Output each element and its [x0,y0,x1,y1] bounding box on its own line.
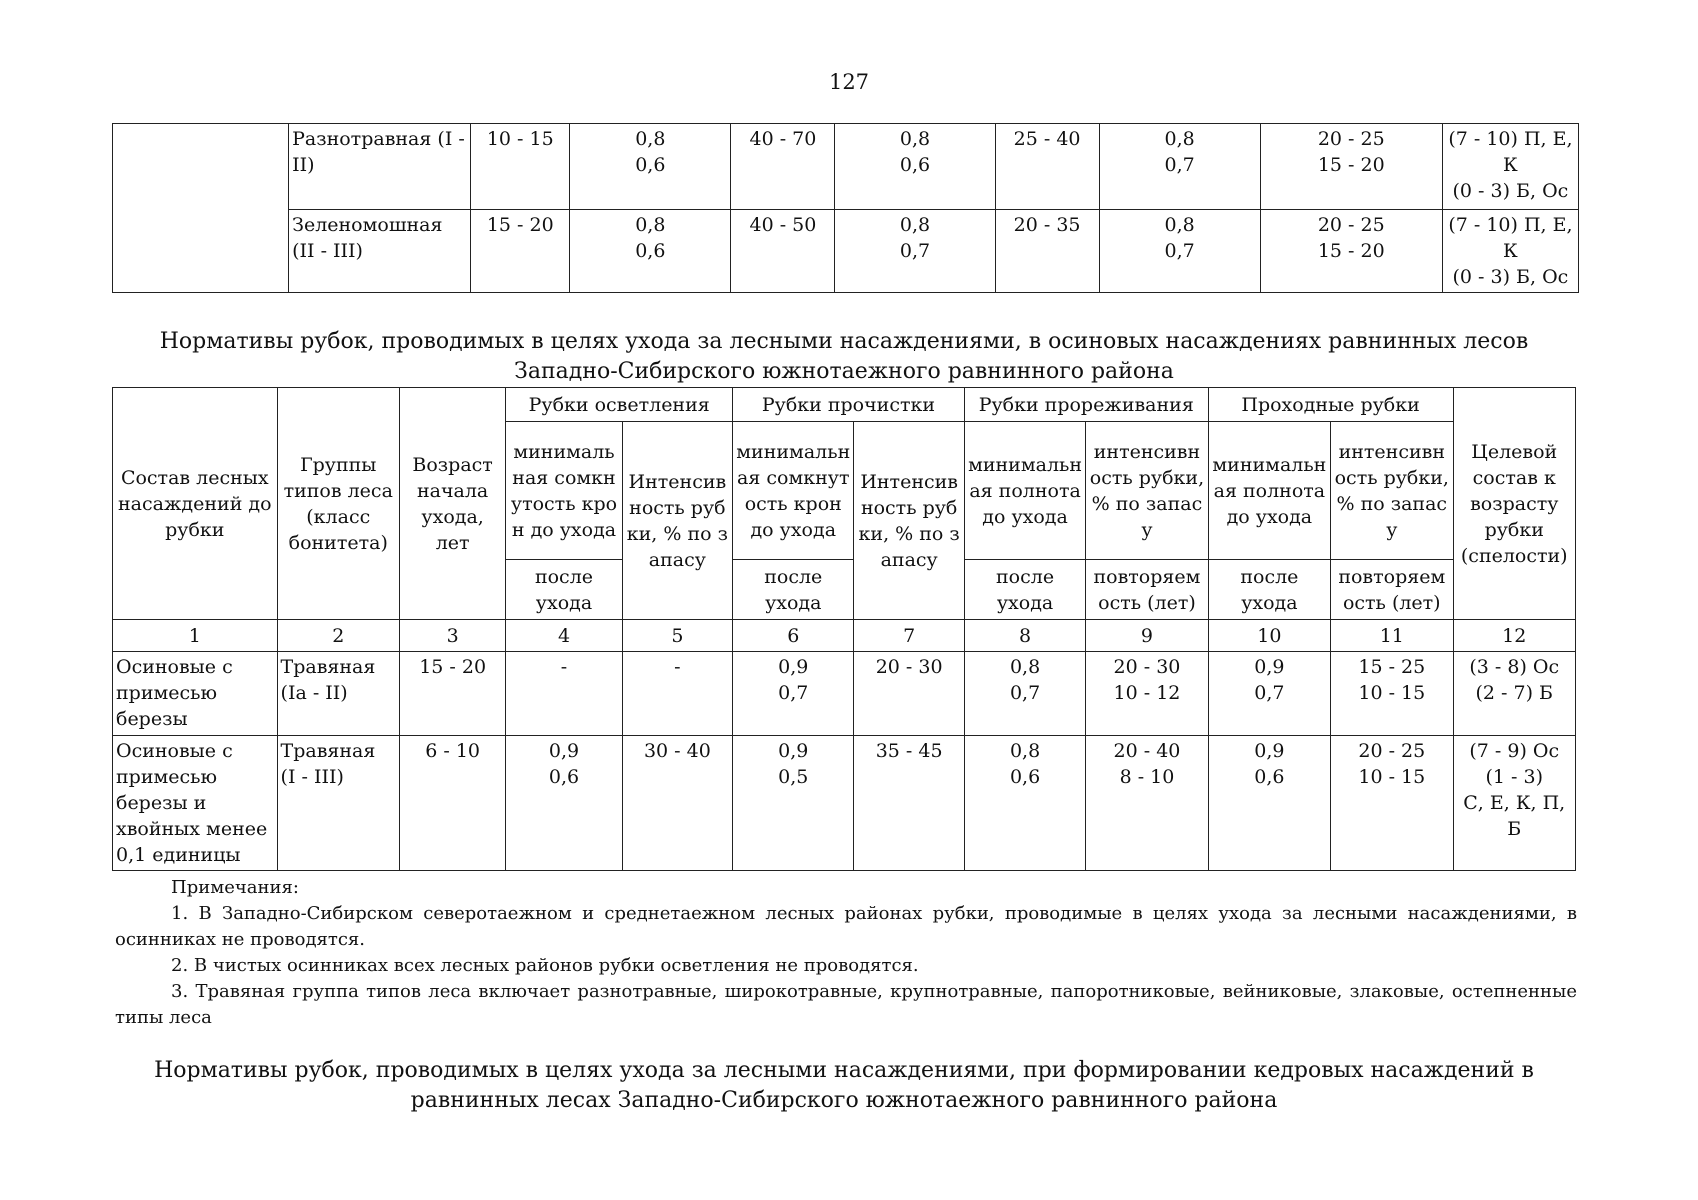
crown-density-cell [733,736,854,871]
intensity-cell [1086,736,1208,871]
header-after-care: после ухода [964,560,1085,620]
repeat-cell [1331,652,1453,736]
header-intensity: Интенсивность рубки, % по запасу [854,422,964,620]
header-composition: Состав лесных насаждений до рубки [113,388,278,620]
intensity-cell [1086,652,1208,736]
column-number: 7 [854,620,964,652]
header-after-care: после ухода [1208,560,1330,620]
header-min-crown-density: минимальная сомкнутость крон до ухода [506,422,622,560]
age-cell: 15 - 20 [471,210,570,293]
intensity-cell: 20 - 30 [854,652,964,736]
repeat-cell [1260,210,1442,293]
cell-line: 0,6 [899,154,931,176]
page-number: 127 [828,70,870,94]
cell-line: (7 - 10) П, Е, [1448,214,1573,236]
cell-line: 20 - 40 [1113,740,1181,762]
density-cell [835,210,995,293]
table-caption-cedar [112,1056,1576,1116]
intensity-cell: 35 - 45 [854,736,964,871]
column-number: 10 [1208,620,1330,652]
target-composition-cell [1442,210,1578,293]
header-passing-cuts: Проходные рубки [1208,388,1453,422]
age-cell: 6 - 10 [399,736,505,871]
cell-line: - [560,656,568,678]
density-cell [1208,652,1330,736]
header-intensity-stock: интенсивность рубки, % по запасу [1086,422,1208,560]
header-after-care: после ухода [733,560,854,620]
notes-title: Примечания: [171,877,299,898]
density-cell [570,124,731,210]
target-composition-cell [1442,124,1578,210]
cell-line: 0,6 [635,154,666,176]
cell-line: 0,8 [635,128,666,150]
header-intensity-stock: интенсивность рубки, % по запасу [1331,422,1453,560]
target-composition-cell [1453,736,1576,871]
table-row [113,210,1579,293]
cell-line: 0,9 [778,740,809,762]
composition-cell: Осиновые с примесью березы и хвойных менее 0,1 единицы [113,736,278,871]
cell-line: 0,7 [1009,682,1041,704]
aspen-thinning-table [112,387,1576,871]
header-clearing-cuts: Рубки осветления [506,388,733,422]
forest-group-cell: Разнотравная (I - II) [289,124,471,210]
intensity-cell: 25 - 40 [995,124,1099,210]
cell-line: 20 - 25 [1358,740,1426,762]
header-cleaning-cuts: Рубки прочистки [733,388,965,422]
cell-line: (1 - 3) [1485,766,1543,788]
density-cell [835,124,995,210]
age-cell: 15 - 20 [399,652,505,736]
cell-line: 0,7 [1254,682,1285,704]
cell-line: 10 - 15 [1358,682,1426,704]
density-cell [1099,124,1260,210]
column-number: 1 [113,620,278,652]
table-row [113,736,1576,871]
header-forest-groups: Группы типов леса (класс бонитета) [277,388,399,620]
column-number: 2 [277,620,399,652]
table-row [113,652,1576,736]
cell-line: 20 - 25 [1317,128,1385,150]
header-target-composition: Целевой состав к возрасту рубки (спелости) [1453,388,1576,620]
cell-line: Б [1507,818,1522,840]
cell-line: К [1503,240,1518,262]
cell-line: 0,8 [635,214,666,236]
caption-line: равнинных лесах Западно-Сибирского южнотаежного равнинного района [410,1088,1278,1113]
cell-line: (7 - 10) П, Е, [1448,128,1573,150]
cell-line: 20 - 30 [1113,656,1181,678]
composition-cell: Осиновые с примесью березы [113,652,278,736]
cell-line: 0,8 [1164,214,1195,236]
cell-line: 0,6 [1009,766,1041,788]
cell-line: 0,8 [1009,740,1041,762]
cell-line: (0 - 3) Б, Ос [1452,266,1569,288]
column-number: 6 [733,620,854,652]
table-caption-aspen [112,327,1576,387]
cell-line: 0,9 [778,656,809,678]
cell-line: 8 - 10 [1119,766,1175,788]
cell-line: 0,9 [1254,656,1285,678]
intensity-cell: 20 - 35 [995,210,1099,293]
repeat-cell [1260,124,1442,210]
age-cell: 10 - 15 [471,124,570,210]
cell-line: 0,8 [1009,656,1041,678]
caption-line: Нормативы рубок, проводимых в целях ухода за лесными насаждениями, при формировании кедровых насаждений в [154,1058,1534,1083]
note-item: 1. В Западно-Сибирском северотаежном и среднетаежном лесных районах рубки, проводимые в целях ухода за лесными насаждениями, в осинниках не проводятся. [115,903,1577,950]
cell-line: 0,7 [899,240,931,262]
header-min-density: минимальная полнота до ухода [964,422,1085,560]
column-number: 11 [1331,620,1453,652]
density-cell [1099,210,1260,293]
forest-group-cell: Травяная (Ia - II) [277,652,399,736]
empty-composition-cell [113,124,289,293]
cell-line: К [1503,154,1518,176]
crown-density-cell [733,652,854,736]
cell-line: 15 - 25 [1358,656,1426,678]
repeat-cell [1331,736,1453,871]
column-number: 8 [964,620,1085,652]
cell-line: 0,8 [899,214,931,236]
header-intensity: Интенсивность рубки, % по запасу [622,422,732,620]
cell-line: (7 - 9) Ос [1469,740,1560,762]
header-min-density: минимальная полнота до ухода [1208,422,1330,560]
cell-line: 0,5 [778,766,809,788]
cell-line: (2 - 7) Б [1475,682,1553,704]
crown-density-cell [506,736,622,871]
intensity-cell: 30 - 40 [622,736,732,871]
note-item: 2. В чистых осинниках всех лесных районов рубки осветления не проводятся. [171,955,919,976]
cell-line: (3 - 8) Ос [1469,656,1560,678]
header-after-care: после ухода [506,560,622,620]
cell-line: 0,7 [778,682,809,704]
header-repeat-years: повторяемость (лет) [1086,560,1208,620]
intensity-cell: 40 - 70 [731,124,835,210]
intensity-cell: - [622,652,732,736]
density-cell [570,210,731,293]
intensity-cell: 40 - 50 [731,210,835,293]
cell-line: 20 - 25 [1317,214,1385,236]
note-item: 3. Травяная группа типов леса включает разнотравные, широкотравные, крупнотравные, папоротниковые, вейниковые, злаковые, остепненные типы леса [115,981,1577,1028]
cell-line: 15 - 20 [1317,240,1385,262]
cell-line: 15 - 20 [1317,154,1385,176]
cell-line: 0,8 [899,128,931,150]
table-row [113,124,1579,210]
column-number: 4 [506,620,622,652]
cell-line: С, Е, К, П, [1463,792,1566,814]
cell-line: 0,8 [1164,128,1195,150]
cell-line: 0,6 [548,766,580,788]
target-composition-cell [1453,652,1576,736]
cell-line: 10 - 15 [1358,766,1426,788]
cell-line: 0,9 [548,740,580,762]
header-start-age: Возраст начала ухода, лет [399,388,505,620]
header-thinning-cuts: Рубки прореживания [964,388,1208,422]
density-cell [964,736,1085,871]
column-number: 12 [1453,620,1576,652]
cell-line: (0 - 3) Б, Ос [1452,180,1569,202]
notes-section [115,875,1577,1031]
caption-line: Западно-Сибирского южнотаежного равнинного района [514,359,1174,384]
cell-line: 0,9 [1254,740,1285,762]
column-number: 5 [622,620,732,652]
cell-line: 0,7 [1164,240,1195,262]
cell-line: 0,7 [1164,154,1195,176]
forest-group-cell: Травяная (I - III) [277,736,399,871]
column-number: 3 [399,620,505,652]
caption-line: Нормативы рубок, проводимых в целях ухода за лесными насаждениями, в осиновых насаждениях равнинных лесов [159,329,1529,354]
column-number: 9 [1086,620,1208,652]
cell-line: 10 - 12 [1113,682,1181,704]
forest-group-cell: Зеленомошная (II - III) [289,210,471,293]
density-cell [964,652,1085,736]
crown-density-cell [506,652,622,736]
cell-line: 0,6 [635,240,666,262]
density-cell [1208,736,1330,871]
continuation-table [112,123,1579,293]
header-min-crown-density: минимальная сомкнутость крон до ухода [733,422,854,560]
cell-line: 0,6 [1254,766,1285,788]
header-repeat-years: повторяемость (лет) [1331,560,1453,620]
